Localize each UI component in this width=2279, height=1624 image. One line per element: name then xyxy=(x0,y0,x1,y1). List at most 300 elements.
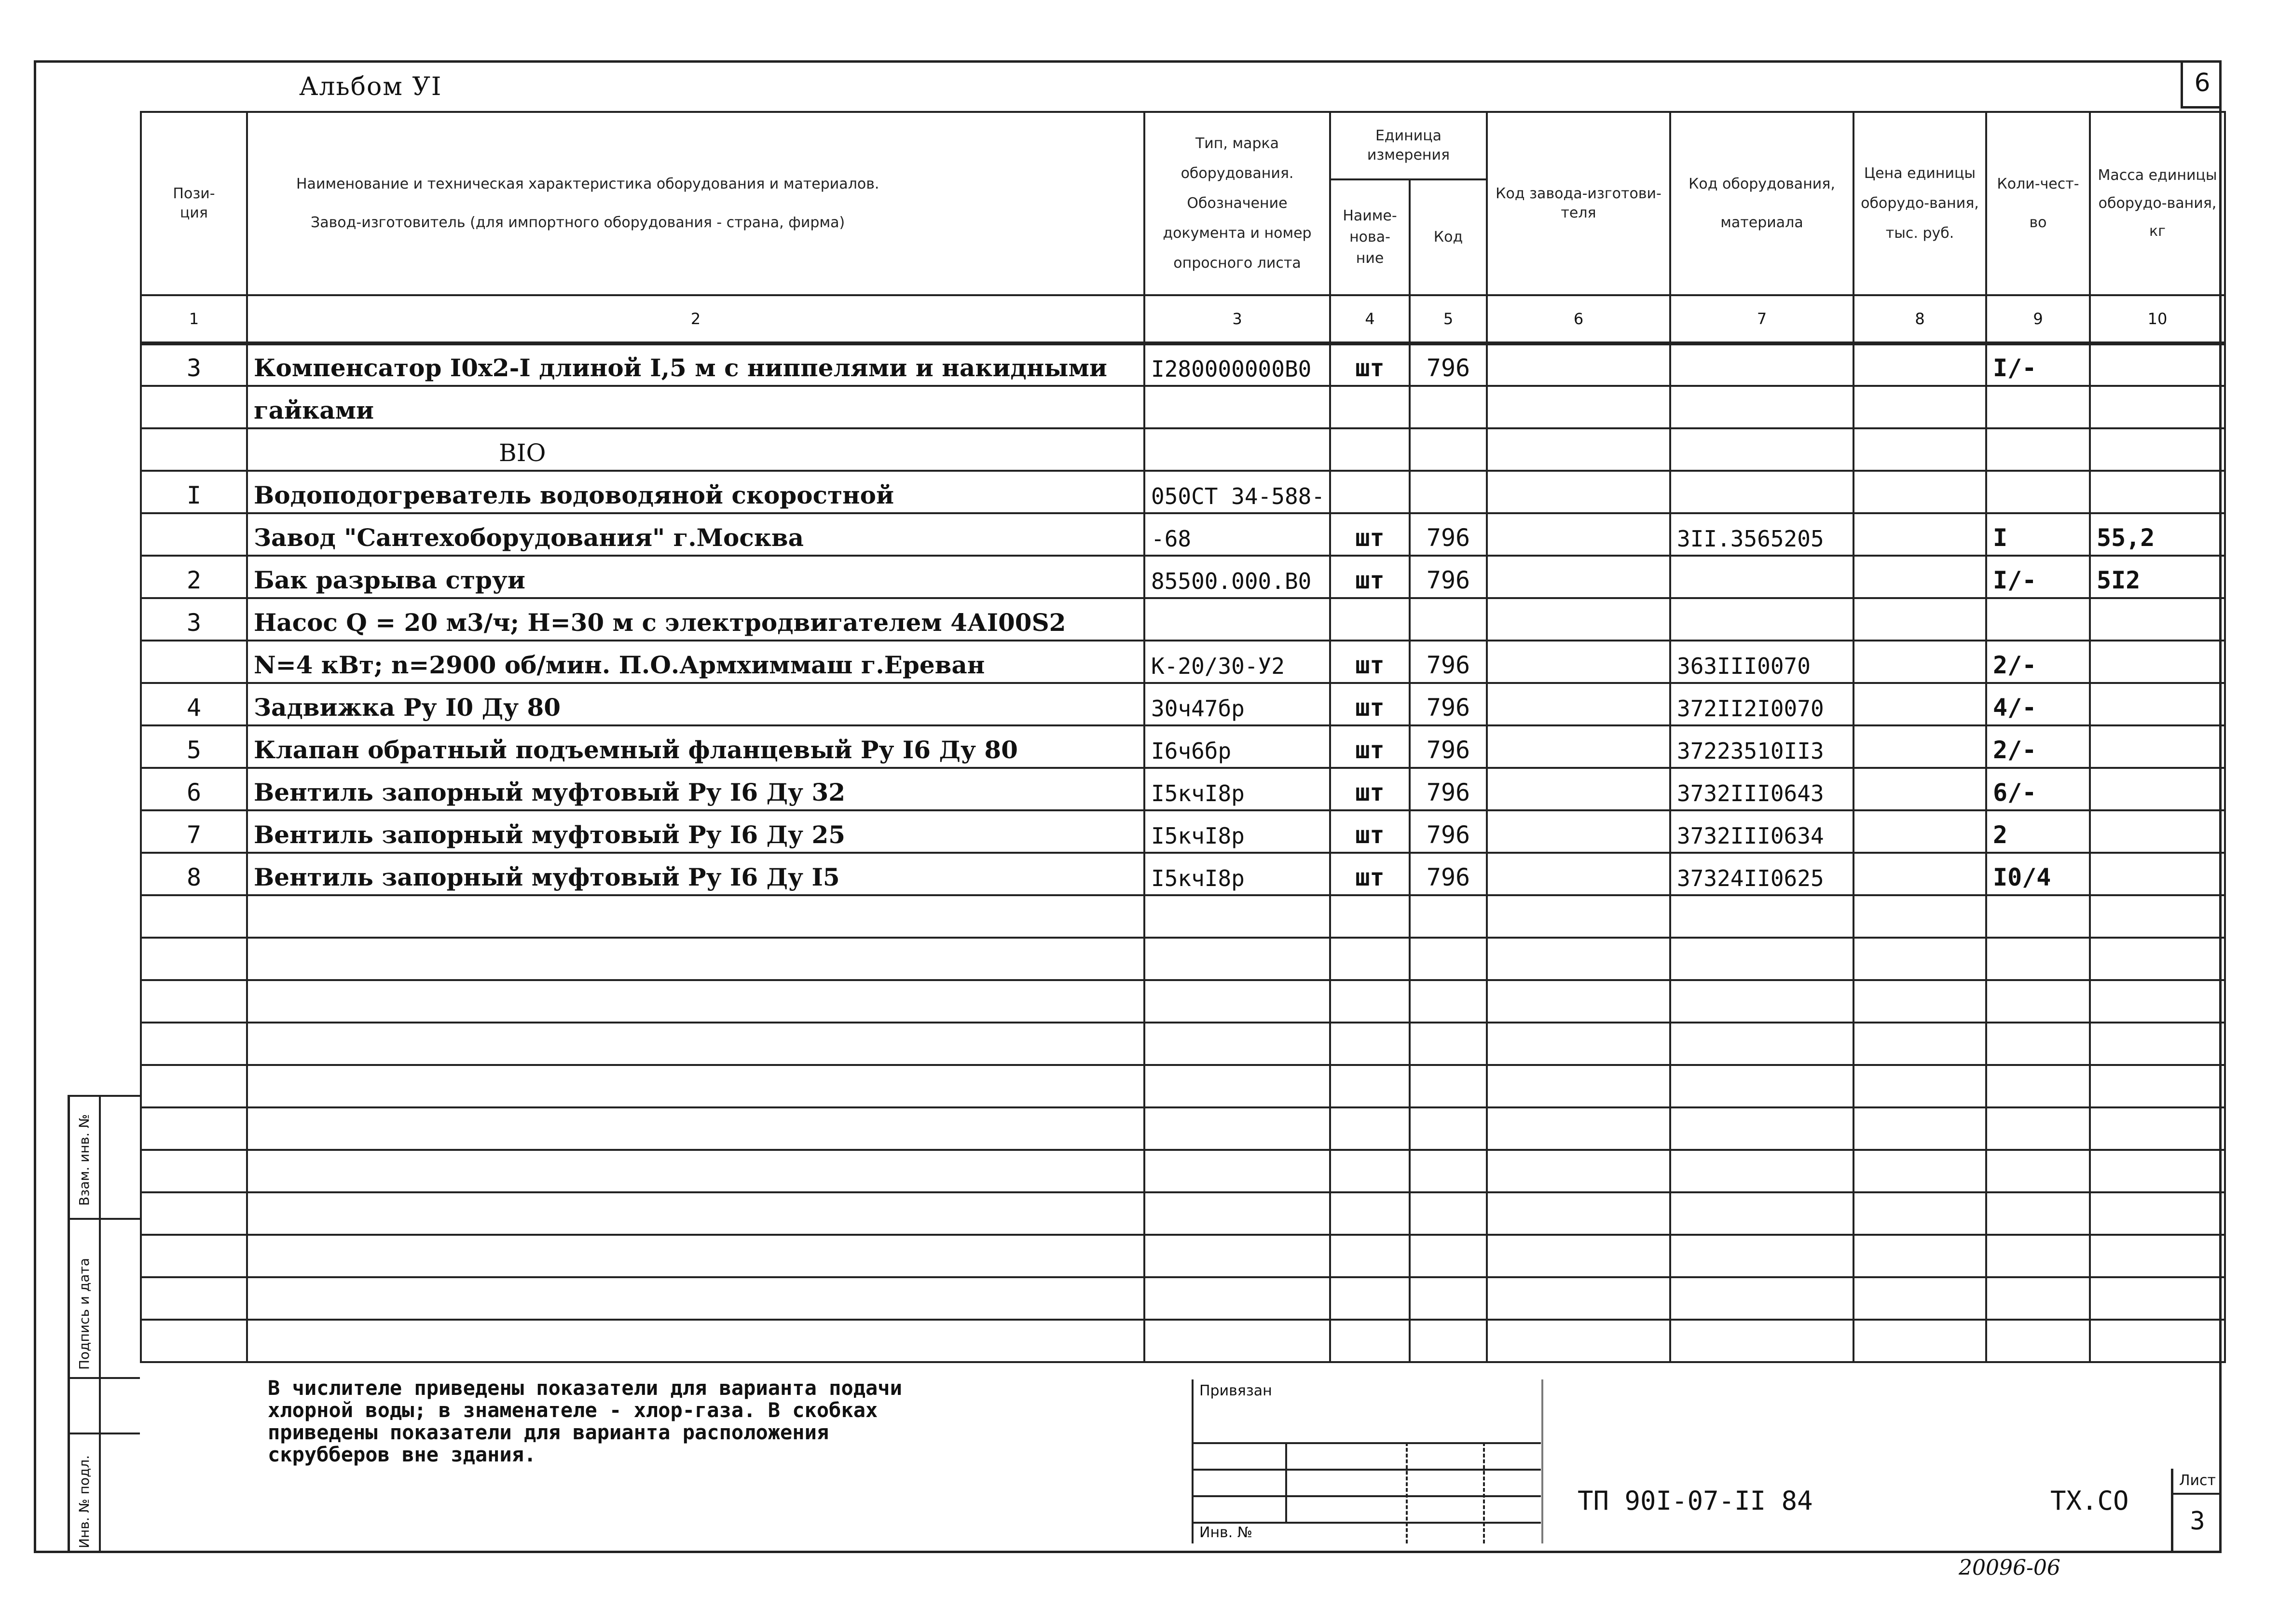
colnum-2: 2 xyxy=(247,295,1144,343)
empty-cell xyxy=(1853,1320,1986,1362)
empty-cell xyxy=(1487,1320,1670,1362)
cell-unit xyxy=(1330,386,1410,428)
empty-cell xyxy=(1330,1107,1410,1150)
cell-price xyxy=(1853,768,1986,810)
empty-cell xyxy=(1670,1320,1853,1362)
cell-mass xyxy=(2090,810,2225,853)
cell-position xyxy=(141,641,247,683)
cell-equipment-code xyxy=(1670,556,1853,598)
empty-row xyxy=(141,1235,2225,1277)
col-type-header: Тип, марка оборудования. Обозначение документа и номер опросного листа xyxy=(1144,112,1330,295)
empty-row xyxy=(141,1023,2225,1065)
cell-mfr-code xyxy=(1487,725,1670,768)
side-line xyxy=(68,1433,140,1434)
empty-cell xyxy=(1670,1150,1853,1192)
empty-cell xyxy=(141,980,247,1023)
cell-quantity: I/- xyxy=(1986,556,2090,598)
cell-type: 050СТ 34-588- xyxy=(1144,471,1330,513)
cell-price xyxy=(1853,428,1986,471)
stamp-line xyxy=(1285,1442,1287,1522)
empty-cell xyxy=(1144,938,1330,980)
empty-cell xyxy=(1853,938,1986,980)
empty-cell xyxy=(247,895,1144,938)
cell-mass xyxy=(2090,428,2225,471)
empty-cell xyxy=(1144,1150,1330,1192)
empty-cell xyxy=(1410,895,1487,938)
cell-mfr-code xyxy=(1487,768,1670,810)
empty-row xyxy=(141,1192,2225,1235)
empty-cell xyxy=(1144,1107,1330,1150)
empty-cell xyxy=(141,895,247,938)
cell-mfr-code xyxy=(1487,853,1670,895)
cell-quantity: 2 xyxy=(1986,810,2090,853)
empty-cell xyxy=(1487,1107,1670,1150)
table-row xyxy=(141,343,2225,386)
cell-unit-code: 796 xyxy=(1410,768,1487,810)
cell-mass xyxy=(2090,768,2225,810)
empty-cell xyxy=(2090,1023,2225,1065)
colnum-10: 10 xyxy=(2090,295,2225,343)
empty-cell xyxy=(1410,1235,1487,1277)
empty-cell xyxy=(1487,1192,1670,1235)
cell-unit-code xyxy=(1410,428,1487,471)
empty-cell xyxy=(1144,1065,1330,1107)
empty-row xyxy=(141,895,2225,938)
cell-equipment-code xyxy=(1670,598,1853,641)
empty-cell xyxy=(1144,1277,1330,1320)
empty-cell xyxy=(1986,938,2090,980)
cell-unit-code: 796 xyxy=(1410,683,1487,725)
cell-position: 6 xyxy=(141,768,247,810)
cell-mass xyxy=(2090,343,2225,386)
empty-cell xyxy=(1487,1150,1670,1192)
empty-cell xyxy=(141,1277,247,1320)
empty-cell xyxy=(1986,1192,2090,1235)
cell-position: 3 xyxy=(141,343,247,386)
empty-cell xyxy=(1330,1235,1410,1277)
cell-quantity xyxy=(1986,386,2090,428)
cell-mass xyxy=(2090,386,2225,428)
empty-cell xyxy=(1410,1065,1487,1107)
cell-quantity: I xyxy=(1986,513,2090,556)
header-row xyxy=(141,112,2225,179)
cell-type: I5кчI8р xyxy=(1144,810,1330,853)
stamp-line xyxy=(1194,1442,1541,1444)
cell-type: I6ч6бр xyxy=(1144,725,1330,768)
empty-cell xyxy=(1330,1065,1410,1107)
cell-position xyxy=(141,386,247,428)
cell-mass xyxy=(2090,725,2225,768)
empty-cell xyxy=(247,1150,1144,1192)
stamp-line xyxy=(1194,1522,1541,1524)
cell-quantity: 4/- xyxy=(1986,683,2090,725)
cell-unit-code xyxy=(1410,598,1487,641)
cell-type xyxy=(1144,386,1330,428)
cell-equipment-code: 37324II0625 xyxy=(1670,853,1853,895)
cell-unit-code xyxy=(1410,471,1487,513)
empty-cell xyxy=(1670,1277,1853,1320)
table-row xyxy=(141,556,2225,598)
empty-cell xyxy=(1670,1065,1853,1107)
colnum-4: 4 xyxy=(1330,295,1410,343)
cell-equipment-code: 372II2I0070 xyxy=(1670,683,1853,725)
empty-cell xyxy=(1330,1320,1410,1362)
empty-cell xyxy=(1986,1107,2090,1150)
empty-cell xyxy=(1330,895,1410,938)
empty-cell xyxy=(2090,1235,2225,1277)
empty-cell xyxy=(247,938,1144,980)
cell-equipment-code: 3732III0634 xyxy=(1670,810,1853,853)
document-code: ТП 90I-07-II 84 xyxy=(1578,1486,1813,1516)
empty-cell xyxy=(1853,1235,1986,1277)
empty-cell xyxy=(1144,980,1330,1023)
empty-cell xyxy=(1670,1023,1853,1065)
cell-price xyxy=(1853,725,1986,768)
empty-cell xyxy=(141,1320,247,1362)
empty-cell xyxy=(1487,1023,1670,1065)
cell-equipment-code: 363III0070 xyxy=(1670,641,1853,683)
col-position-header xyxy=(141,112,247,295)
empty-cell xyxy=(2090,1150,2225,1192)
cell-price xyxy=(1853,471,1986,513)
empty-cell xyxy=(1986,1023,2090,1065)
cell-type: I280000000B0 xyxy=(1144,343,1330,386)
attached-stamp xyxy=(1192,1379,1541,1543)
cell-mass xyxy=(2090,853,2225,895)
colnum-6: 6 xyxy=(1487,295,1670,343)
sheet-label: Лист xyxy=(2173,1469,2222,1495)
cell-equipment-code: 37223510II3 xyxy=(1670,725,1853,768)
cell-mfr-code xyxy=(1487,683,1670,725)
cell-type xyxy=(1144,428,1330,471)
cell-name: Компенсатор I0x2-I длиной I,5 м с ниппелями и накидными xyxy=(247,343,1144,386)
cell-name: Вентиль запорный муфтовый Ру I6 Ду 25 xyxy=(247,810,1144,853)
cell-quantity: 2/- xyxy=(1986,725,2090,768)
cell-unit-code: 796 xyxy=(1410,641,1487,683)
empty-cell xyxy=(1853,1023,1986,1065)
empty-cell xyxy=(1330,980,1410,1023)
empty-cell xyxy=(1986,1235,2090,1277)
cell-equipment-code xyxy=(1670,386,1853,428)
empty-cell xyxy=(1330,1277,1410,1320)
cell-mfr-code xyxy=(1487,598,1670,641)
cell-mfr-code xyxy=(1487,810,1670,853)
col-unit-code-header: Код xyxy=(1410,179,1487,295)
cell-unit: шт xyxy=(1330,853,1410,895)
cell-name: Завод "Сантехоборудования" г.Москва xyxy=(247,513,1144,556)
cell-name: Водоподогреватель водоводяной скоростной xyxy=(247,471,1144,513)
empty-cell xyxy=(2090,938,2225,980)
empty-cell xyxy=(1330,1023,1410,1065)
empty-cell xyxy=(1670,938,1853,980)
table-row xyxy=(141,428,2225,471)
cell-type xyxy=(1144,598,1330,641)
cell-unit-code: 796 xyxy=(1410,343,1487,386)
empty-cell xyxy=(247,1235,1144,1277)
empty-row xyxy=(141,980,2225,1023)
stamp-attached-label: Привязан xyxy=(1199,1382,1272,1399)
cell-position: 4 xyxy=(141,683,247,725)
cell-price xyxy=(1853,853,1986,895)
stamp-inv-label: Инв. № xyxy=(1199,1524,1253,1541)
side-label-replace: Взам. инв. № xyxy=(76,1114,92,1206)
empty-cell xyxy=(1670,895,1853,938)
table-row xyxy=(141,386,2225,428)
cell-unit: шт xyxy=(1330,513,1410,556)
cell-mfr-code xyxy=(1487,641,1670,683)
empty-row xyxy=(141,1277,2225,1320)
cell-equipment-code: 3732III0643 xyxy=(1670,768,1853,810)
empty-cell xyxy=(1144,1192,1330,1235)
cell-quantity: 2/- xyxy=(1986,641,2090,683)
footnote-line: В числителе приведены показатели для варианта подачи xyxy=(268,1376,902,1400)
col-unit-name-header: Наиме-нова-ние xyxy=(1330,179,1410,295)
side-line xyxy=(68,1095,140,1097)
empty-cell xyxy=(1144,1320,1330,1362)
cell-price xyxy=(1853,641,1986,683)
cell-name: Насос Q = 20 м3/ч; Н=30 м с электродвигателем 4АI00S2 xyxy=(247,598,1144,641)
table-body xyxy=(141,343,2225,1362)
footnote xyxy=(268,1377,1184,1466)
empty-cell xyxy=(247,980,1144,1023)
empty-cell xyxy=(1487,895,1670,938)
cell-quantity: I0/4 xyxy=(1986,853,2090,895)
empty-cell xyxy=(141,1150,247,1192)
cell-price xyxy=(1853,683,1986,725)
empty-cell xyxy=(2090,1065,2225,1107)
empty-cell xyxy=(1853,895,1986,938)
cell-type: К-20/30-У2 xyxy=(1144,641,1330,683)
cell-unit: шт xyxy=(1330,556,1410,598)
empty-cell xyxy=(1670,1235,1853,1277)
archive-number: 20096-06 xyxy=(1959,1556,2060,1580)
stamp-line xyxy=(1483,1442,1485,1543)
cell-unit: шт xyxy=(1330,810,1410,853)
colnum-7: 7 xyxy=(1670,295,1853,343)
empty-cell xyxy=(247,1065,1144,1107)
table-row xyxy=(141,725,2225,768)
empty-cell xyxy=(247,1023,1144,1065)
empty-cell xyxy=(1410,938,1487,980)
cell-price xyxy=(1853,386,1986,428)
col-qty-header: Коли-чест-во xyxy=(1986,112,2090,295)
table-row xyxy=(141,683,2225,725)
cell-mfr-code xyxy=(1487,556,1670,598)
footnote-line: приведены показатели для варианта расположения xyxy=(268,1420,829,1444)
cell-type: -68 xyxy=(1144,513,1330,556)
cell-price xyxy=(1853,810,1986,853)
cell-quantity: 6/- xyxy=(1986,768,2090,810)
cell-unit: шт xyxy=(1330,768,1410,810)
cell-unit-code: 796 xyxy=(1410,810,1487,853)
cell-quantity xyxy=(1986,598,2090,641)
stamp-line xyxy=(1406,1442,1408,1543)
cell-mfr-code xyxy=(1487,513,1670,556)
empty-cell xyxy=(1670,1107,1853,1150)
empty-cell xyxy=(1410,1320,1487,1362)
empty-cell xyxy=(1853,1192,1986,1235)
table-row xyxy=(141,853,2225,895)
cell-mfr-code xyxy=(1487,386,1670,428)
cell-position: 5 xyxy=(141,725,247,768)
empty-cell xyxy=(1410,1107,1487,1150)
empty-cell xyxy=(1670,980,1853,1023)
empty-cell xyxy=(141,1065,247,1107)
empty-cell xyxy=(141,938,247,980)
cell-quantity: I/- xyxy=(1986,343,2090,386)
col-eqcode-header: Код оборудования, материала xyxy=(1670,112,1853,295)
empty-cell xyxy=(1986,895,2090,938)
table-row xyxy=(141,768,2225,810)
empty-cell xyxy=(141,1023,247,1065)
cell-equipment-code: 3II.3565205 xyxy=(1670,513,1853,556)
cell-position: 8 xyxy=(141,853,247,895)
cell-equipment-code xyxy=(1670,428,1853,471)
empty-cell xyxy=(1487,1277,1670,1320)
cell-unit xyxy=(1330,428,1410,471)
colnum-8: 8 xyxy=(1853,295,1986,343)
cell-mass xyxy=(2090,471,2225,513)
cell-price xyxy=(1853,343,1986,386)
empty-cell xyxy=(2090,1192,2225,1235)
empty-row xyxy=(141,1107,2225,1150)
sheet-box xyxy=(2171,1469,2222,1553)
table-row xyxy=(141,471,2225,513)
col-name-header xyxy=(247,112,1144,295)
side-line xyxy=(68,1377,140,1379)
footnote-line: хлорной воды; в знаменателе - хлор-газа. В скобках xyxy=(268,1398,878,1422)
cell-mass xyxy=(2090,598,2225,641)
empty-cell xyxy=(1853,1150,1986,1192)
empty-cell xyxy=(1487,1235,1670,1277)
cell-name: Бак разрыва струи xyxy=(247,556,1144,598)
sheet-corner-number: 6 xyxy=(2181,60,2222,109)
empty-cell xyxy=(141,1192,247,1235)
empty-cell xyxy=(1853,1107,1986,1150)
col-mass-header: Масса единицы оборудо-вания, кг xyxy=(2090,112,2225,295)
divider xyxy=(1541,1379,1543,1543)
cell-position: I xyxy=(141,471,247,513)
side-line xyxy=(68,1218,140,1220)
empty-cell xyxy=(247,1277,1144,1320)
empty-row xyxy=(141,1065,2225,1107)
empty-cell xyxy=(1410,980,1487,1023)
empty-cell xyxy=(1487,938,1670,980)
cell-unit-code: 796 xyxy=(1410,556,1487,598)
empty-cell xyxy=(1410,1192,1487,1235)
empty-cell xyxy=(1986,1320,2090,1362)
empty-cell xyxy=(1670,1192,1853,1235)
empty-cell xyxy=(1986,980,2090,1023)
colnum-3: 3 xyxy=(1144,295,1330,343)
empty-cell xyxy=(1330,1150,1410,1192)
empty-row xyxy=(141,1150,2225,1192)
side-label-signature: Подпись и дата xyxy=(76,1258,92,1370)
empty-cell xyxy=(247,1320,1144,1362)
cell-name: N=4 кВт; n=2900 об/мин. П.О.Армхиммаш г.Ереван xyxy=(247,641,1144,683)
cell-equipment-code xyxy=(1670,343,1853,386)
empty-cell xyxy=(2090,980,2225,1023)
cell-type: I5кчI8р xyxy=(1144,853,1330,895)
cell-unit-code: 796 xyxy=(1410,513,1487,556)
specification-table xyxy=(140,111,2226,1363)
empty-cell xyxy=(2090,1320,2225,1362)
empty-cell xyxy=(1853,1065,1986,1107)
cell-mfr-code xyxy=(1487,428,1670,471)
empty-cell xyxy=(1487,1065,1670,1107)
empty-cell xyxy=(1410,1023,1487,1065)
col-mfr-header: Код завода-изготови-теля xyxy=(1487,112,1670,295)
cell-price xyxy=(1853,513,1986,556)
col-name-line2: Завод-изготовитель (для импортного оборудования - страна, фирма) xyxy=(311,214,845,231)
table-row xyxy=(141,513,2225,556)
section-code: ТХ.СО xyxy=(2050,1486,2129,1516)
col-unit-group-header: Единица измерения xyxy=(1330,112,1487,179)
empty-cell xyxy=(1144,1023,1330,1065)
cell-quantity xyxy=(1986,471,2090,513)
empty-cell xyxy=(141,1107,247,1150)
empty-cell xyxy=(1853,980,1986,1023)
empty-cell xyxy=(1986,1065,2090,1107)
empty-cell xyxy=(1853,1277,1986,1320)
column-number-row xyxy=(141,295,2225,343)
cell-name: Вентиль запорный муфтовый Ру I6 Ду 32 xyxy=(247,768,1144,810)
empty-cell xyxy=(1330,1192,1410,1235)
cell-position xyxy=(141,513,247,556)
cell-unit xyxy=(1330,598,1410,641)
cell-mfr-code xyxy=(1487,471,1670,513)
empty-row xyxy=(141,1320,2225,1362)
cell-unit: шт xyxy=(1330,683,1410,725)
cell-price xyxy=(1853,556,1986,598)
cell-name: Клапан обратный подъемный фланцевый Ру I6 Ду 80 xyxy=(247,725,1144,768)
colnum-9: 9 xyxy=(1986,295,2090,343)
cell-type: 85500.000.B0 xyxy=(1144,556,1330,598)
album-title: Альбом УI xyxy=(299,72,442,101)
cell-name: BIO xyxy=(247,428,1144,471)
sheet-number: 3 xyxy=(2190,1507,2205,1536)
cell-name: Вентиль запорный муфтовый Ру I6 Ду I5 xyxy=(247,853,1144,895)
cell-equipment-code xyxy=(1670,471,1853,513)
cell-unit: шт xyxy=(1330,725,1410,768)
empty-cell xyxy=(2090,1277,2225,1320)
col-name-line1: Наименование и техническая характеристика оборудования и материалов. xyxy=(296,176,879,192)
cell-name: гайками xyxy=(247,386,1144,428)
stamp-line xyxy=(1194,1495,1541,1497)
empty-cell xyxy=(1487,980,1670,1023)
cell-name: Задвижка Ру I0 Ду 80 xyxy=(247,683,1144,725)
empty-cell xyxy=(2090,895,2225,938)
table-row xyxy=(141,810,2225,853)
cell-mass xyxy=(2090,683,2225,725)
cell-type: 30ч47бр xyxy=(1144,683,1330,725)
empty-cell xyxy=(1330,938,1410,980)
cell-position: 7 xyxy=(141,810,247,853)
empty-cell xyxy=(1410,1277,1487,1320)
empty-cell xyxy=(2090,1107,2225,1150)
cell-unit: шт xyxy=(1330,641,1410,683)
cell-mass: 55,2 xyxy=(2090,513,2225,556)
empty-cell xyxy=(1410,1150,1487,1192)
footnote-line: скрубберов вне здания. xyxy=(268,1443,536,1466)
cell-unit xyxy=(1330,471,1410,513)
cell-type: I5кчI8р xyxy=(1144,768,1330,810)
empty-cell xyxy=(247,1192,1144,1235)
side-label-inventory: Инв. № подл. xyxy=(76,1455,92,1548)
empty-cell xyxy=(141,1235,247,1277)
empty-row xyxy=(141,938,2225,980)
col-position-text: Пози- ция xyxy=(173,185,215,221)
